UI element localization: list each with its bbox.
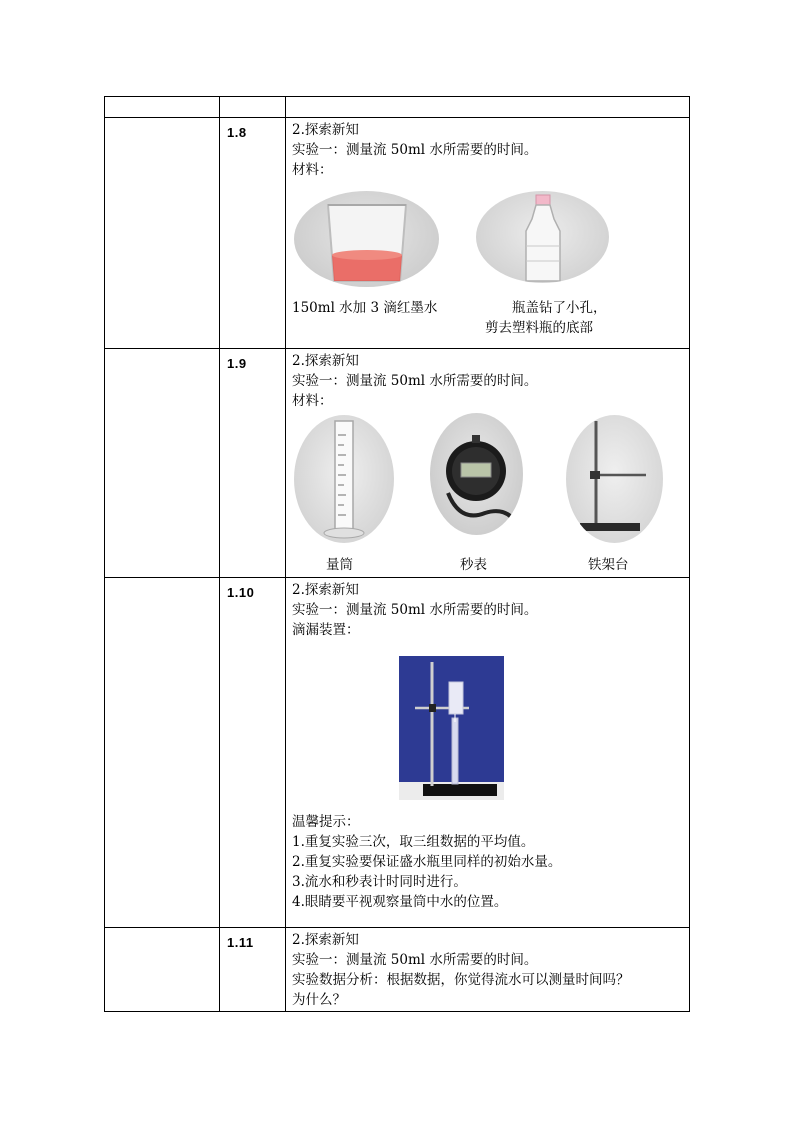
- section-heading: 2.探索新知: [292, 582, 359, 598]
- image-caption: 量筒: [326, 557, 353, 573]
- slide-number: 1.8: [220, 118, 286, 349]
- table-row: [105, 928, 690, 1012]
- cylinder-icon: [294, 415, 394, 543]
- row-content: [286, 118, 690, 349]
- tip-item: 2.重复实验要保证盛水瓶里同样的初始水量。: [292, 854, 562, 870]
- stopwatch-image: [430, 413, 523, 535]
- tip-item: 3.流水和秒表计时同时进行。: [292, 874, 467, 890]
- beaker-image: [294, 191, 439, 287]
- beaker-icon: [294, 191, 439, 287]
- section-heading: 2.探索新知: [292, 353, 359, 369]
- materials-label: 材料：: [292, 393, 333, 409]
- table-row: [105, 349, 690, 578]
- image-caption: 铁架台: [588, 557, 629, 573]
- table-cell: [220, 97, 286, 118]
- slide-number: 1.11: [220, 928, 286, 1012]
- plastic-bottle-image: [476, 191, 609, 283]
- slide-number: 1.9: [220, 349, 286, 578]
- table-cell: [105, 349, 220, 578]
- image-caption: 秒表: [460, 557, 487, 573]
- materials-label: 材料：: [292, 162, 333, 178]
- tip-item: 4.眼睛要平视观察量筒中水的位置。: [292, 894, 508, 910]
- drip-apparatus-icon: [399, 656, 504, 800]
- slide-number: 1.10: [220, 578, 286, 928]
- lesson-table: [104, 96, 690, 1012]
- table-cell: [105, 928, 220, 1012]
- iron-stand-image: [566, 415, 663, 543]
- row-content: [286, 928, 690, 1012]
- apparatus-label: 滴漏装置：: [292, 622, 360, 638]
- analysis-question: 为什么？: [292, 992, 346, 1008]
- tip-item: 1.重复实验三次，取三组数据的平均值。: [292, 834, 535, 850]
- image-caption: 剪去塑料瓶的底部: [485, 320, 593, 336]
- section-heading: 2.探索新知: [292, 122, 359, 138]
- table-cell: [286, 97, 690, 118]
- experiment-title: 实验一：测量流 50ml 水所需要的时间。: [292, 602, 538, 618]
- drip-apparatus-image: [399, 656, 504, 800]
- stopwatch-icon: [430, 413, 523, 535]
- experiment-title: 实验一：测量流 50ml 水所需要的时间。: [292, 142, 538, 158]
- table-row: [105, 578, 690, 928]
- table-cell: [105, 97, 220, 118]
- analysis-question: 实验数据分析：根据数据，你觉得流水可以测量时间吗？: [292, 972, 630, 988]
- table-row: [105, 118, 690, 349]
- table-cell: [105, 578, 220, 928]
- row-content: [286, 578, 690, 928]
- experiment-title: 实验一：测量流 50ml 水所需要的时间。: [292, 373, 538, 389]
- experiment-title: 实验一：测量流 50ml 水所需要的时间。: [292, 952, 538, 968]
- table-header-row: [105, 97, 690, 118]
- graduated-cylinder-image: [294, 415, 394, 543]
- image-caption: 瓶盖钻了小孔，: [512, 300, 607, 316]
- tips-heading: 温馨提示：: [292, 814, 360, 830]
- stand-icon: [566, 415, 663, 543]
- row-content: [286, 349, 690, 578]
- section-heading: 2.探索新知: [292, 932, 359, 948]
- image-caption: 150ml 水加 3 滴红墨水: [292, 300, 438, 316]
- bottle-icon: [476, 191, 609, 283]
- table-cell: [105, 118, 220, 349]
